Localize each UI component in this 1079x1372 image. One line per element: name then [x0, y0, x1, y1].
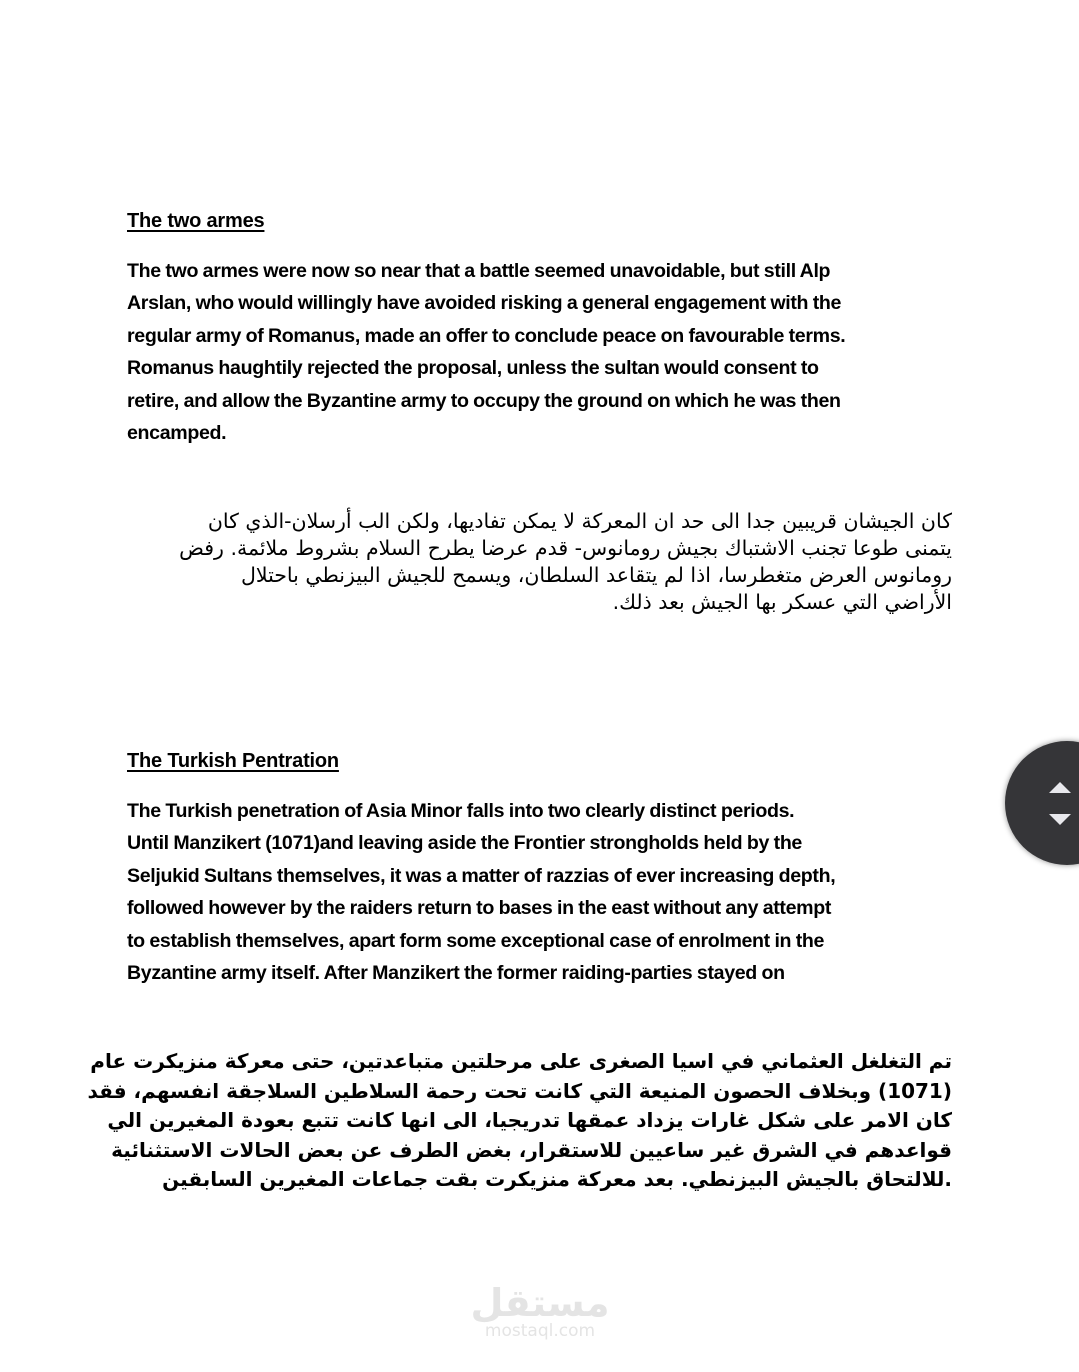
section-heading-turkish-pentration: The Turkish Pentration	[127, 750, 339, 772]
section-heading-two-armes: The two armes	[127, 210, 265, 232]
english-paragraph-two-armes	[127, 255, 967, 449]
paragraph-line: retire, and allow the Byzantine army to occupy the ground on which he was then	[127, 389, 841, 412]
arabic-paragraph-two-armes	[179, 508, 952, 616]
triangle-up-icon	[1049, 782, 1071, 793]
paragraph-line: regular army of Romanus, made an offer to conclude peace on favourable terms.	[127, 324, 846, 347]
mostaql-watermark	[465, 1283, 615, 1341]
paragraph-line: Seljukid Sultans themselves, it was a matter of razzias of ever increasing depth,	[127, 864, 836, 887]
english-paragraph-turkish-pentration	[127, 795, 967, 989]
paragraph-line: Arslan, who would willingly have avoided risking a general engagement with the	[127, 292, 842, 315]
paragraph-line: كان الجيشان قريبين جدا الى حد ان المعركة لا يمكن تفاديها، ولكن الب أرسلان-الذي كان	[207, 509, 952, 533]
watermark-domain-text: mostaql.com	[484, 1321, 596, 1341]
paragraph-line: .للالتحاق بالجيش البيزنطي. بعد معركة منزيكرت بقت جماعات المغيرين السابقين	[162, 1167, 952, 1191]
paragraph-line: رومانوس العرض متغطرسا، اذا لم يتقاعد السلطان، ويسمح للجيش البيزنطي باحتلال	[240, 563, 952, 587]
paragraph-line: followed however by the raiders return to bases in the east without any attempt	[127, 897, 832, 920]
scroll-up-button[interactable]	[1047, 777, 1073, 799]
paragraph-line: The two armes were now so near that a battle seemed unavoidable, but still Alp	[127, 260, 831, 282]
triangle-down-icon	[1049, 814, 1071, 825]
paragraph-line: Until Manzikert (1071)and leaving aside the Frontier strongholds held by the	[127, 832, 802, 855]
paragraph-line: تم التغلغل العثماني في اسيا الصغرى على مرحلتين متباعدتين، حتى معركة منزيكرت عام	[90, 1049, 952, 1073]
paragraph-line: قواعدهم في الشرق غير ساعيين للاستقرار، بغض الطرف عن بعض الحالات الاستثنائية	[111, 1137, 952, 1162]
paragraph-line: الأراضي التي عسكر بها الجيش بعد ذلك.	[612, 590, 952, 614]
paragraph-line: The Turkish penetration of Asia Minor falls into two clearly distinct periods.	[127, 800, 795, 822]
paragraph-line: كان الامر على شكل غارات يزداد عمقها تدريجيا، الى انها كانت تتبع بعودة المغيرين الي	[107, 1108, 952, 1132]
paragraph-line: Romanus haughtily rejected the proposal, unless the sultan would consent to	[127, 357, 819, 380]
page-scroll-widget	[1005, 741, 1079, 865]
paragraph-line: يتمنى طوعا تجنب الاشتباك بجيش رومانوس- قدم عرضا يطرح السلام بشروط ملائمة. رفض	[179, 536, 952, 560]
paragraph-line: Byzantine army itself. After Manzikert the former raiding-parties stayed on	[127, 962, 785, 985]
scroll-down-button[interactable]	[1047, 809, 1073, 831]
arabic-paragraph-turkish-pentration	[88, 1047, 952, 1195]
watermark-logo-text: مستقل	[470, 1281, 610, 1325]
paragraph-line: to establish themselves, apart form some exceptional case of enrolment in the	[127, 929, 825, 952]
paragraph-line: encamped.	[127, 422, 227, 445]
paragraph-line: (1071) وبخلاف الحصون المنيعة التي كانت تحت رحمة السلاطين السلاجقة انفسهم، فقد	[87, 1078, 952, 1103]
